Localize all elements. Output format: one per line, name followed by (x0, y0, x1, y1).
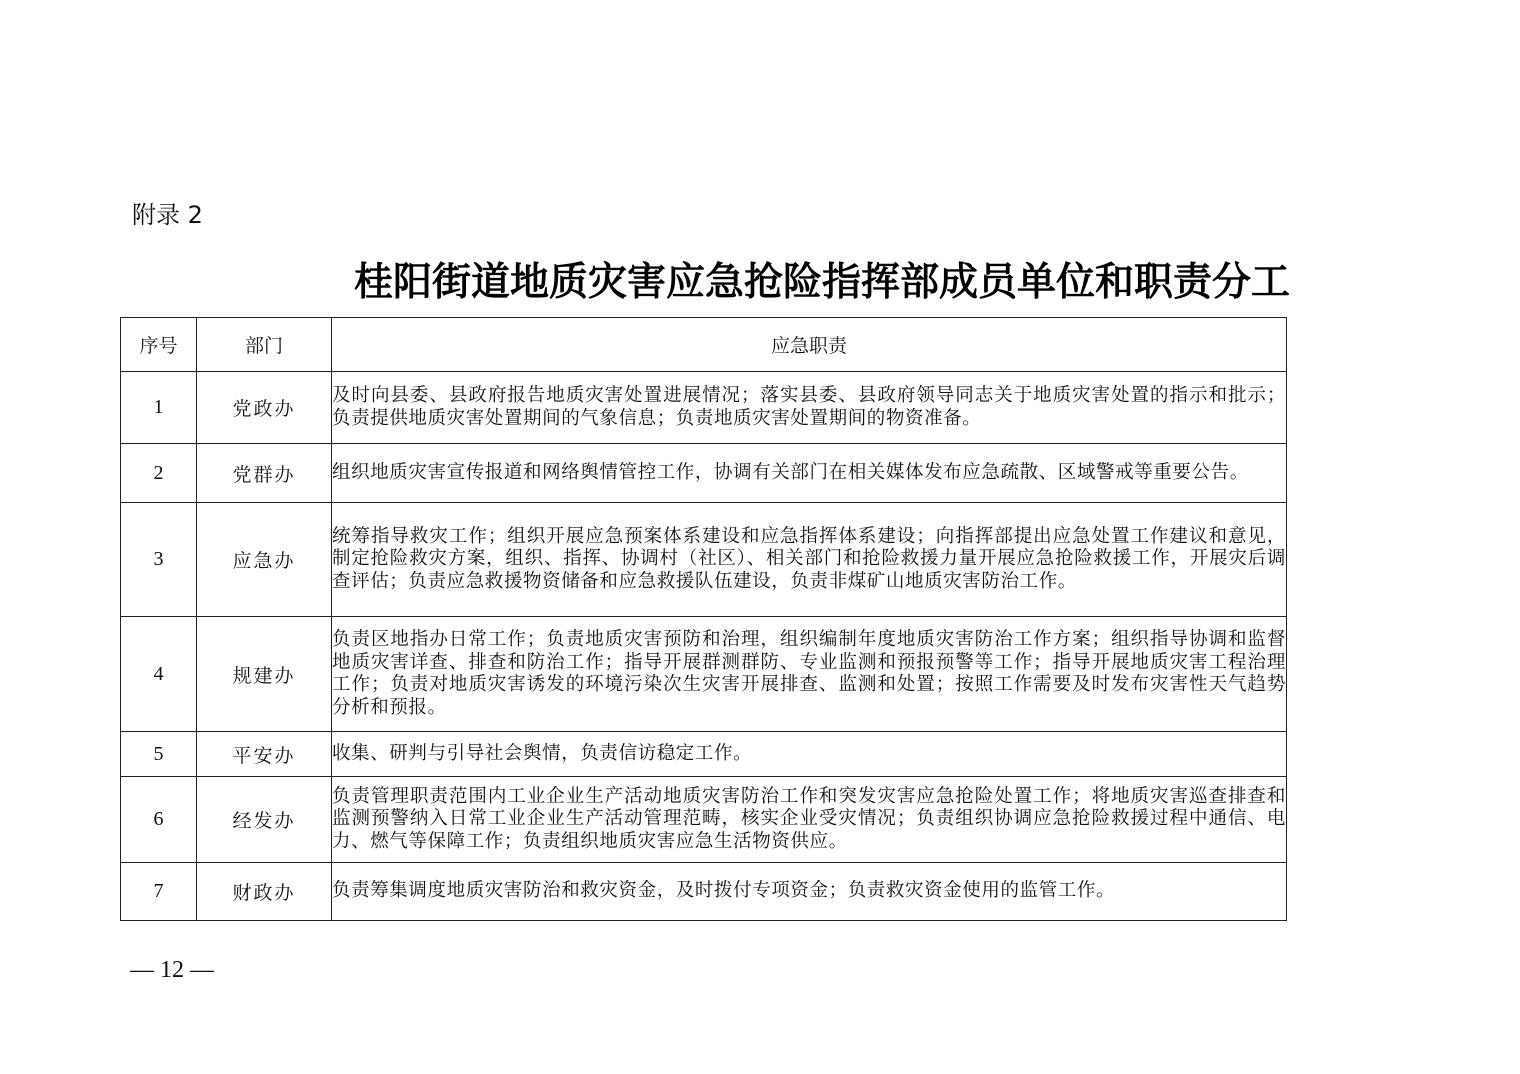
row-dept: 党群办 (197, 444, 332, 503)
row-no: 6 (121, 777, 197, 863)
page-number: — 12 — (130, 957, 214, 983)
table-row (121, 617, 1287, 732)
row-no: 1 (121, 372, 197, 444)
row-dept: 平安办 (197, 732, 332, 777)
table-row (121, 863, 1287, 921)
table-row (121, 732, 1287, 777)
row-duty: 统筹指导救灾工作；组织开展应急预案体系建设和应急指挥体系建设；向指挥部提出应急处置工作建议和意见，制定抢险救灾方案，组织、指挥、协调村（社区）、相关部门和抢险救援力量开展应急抢险救援工作，开展灾后调查评估；负责应急救援物资储备和应急救援队伍建设，负责非煤矿山地质灾害防治工作。 (332, 503, 1287, 617)
row-no: 5 (121, 732, 197, 777)
row-duty: 收集、研判与引导社会舆情，负责信访稳定工作。 (332, 732, 1287, 777)
row-no: 2 (121, 444, 197, 503)
row-duty: 组织地质灾害宣传报道和网络舆情管控工作，协调有关部门在相关媒体发布应急疏散、区域警戒等重要公告。 (332, 444, 1287, 503)
row-dept: 规建办 (197, 617, 332, 732)
header-duty: 应急职责 (332, 318, 1287, 372)
appendix-label: 附录 2 (132, 201, 203, 229)
row-duty: 及时向县委、县政府报告地质灾害处置进展情况；落实县委、县政府领导同志关于地质灾害处置的指示和批示；负责提供地质灾害处置期间的气象信息；负责地质灾害处置期间的物资准备。 (332, 372, 1287, 444)
table-row (121, 777, 1287, 863)
row-dept: 党政办 (197, 372, 332, 444)
document-title: 桂阳街道地质灾害应急抢险指挥部成员单位和职责分工 (354, 260, 1291, 305)
table-header-row (121, 318, 1287, 372)
row-dept: 应急办 (197, 503, 332, 617)
table-row (121, 372, 1287, 444)
table-row (121, 444, 1287, 503)
row-duty: 负责区地指办日常工作；负责地质灾害预防和治理，组织编制年度地质灾害防治工作方案；组织指导协调和监督地质灾害详查、排查和防治工作；指导开展群测群防、专业监测和预报预警等工作；指导开展地质灾害工程治理工作；负责对地质灾害诱发的环境污染次生灾害开展排查、监测和处置；按照工作需要及时发布灾害性天气趋势分析和预报。 (332, 617, 1287, 732)
duty-table (120, 317, 1287, 921)
row-no: 7 (121, 863, 197, 921)
row-dept: 财政办 (197, 863, 332, 921)
row-duty: 负责筹集调度地质灾害防治和救灾资金，及时拨付专项资金；负责救灾资金使用的监管工作。 (332, 863, 1287, 921)
row-no: 4 (121, 617, 197, 732)
row-no: 3 (121, 503, 197, 617)
row-duty: 负责管理职责范围内工业企业生产活动地质灾害防治工作和突发灾害应急抢险处置工作；将地质灾害巡查排查和监测预警纳入日常工业企业生产活动管理范畴，核实企业受灾情况；负责组织协调应急抢险救援过程中通信、电力、燃气等保障工作；负责组织地质灾害应急生活物资供应。 (332, 777, 1287, 863)
row-dept: 经发办 (197, 777, 332, 863)
header-dept: 部门 (197, 318, 332, 372)
header-no: 序号 (121, 318, 197, 372)
table-row (121, 503, 1287, 617)
